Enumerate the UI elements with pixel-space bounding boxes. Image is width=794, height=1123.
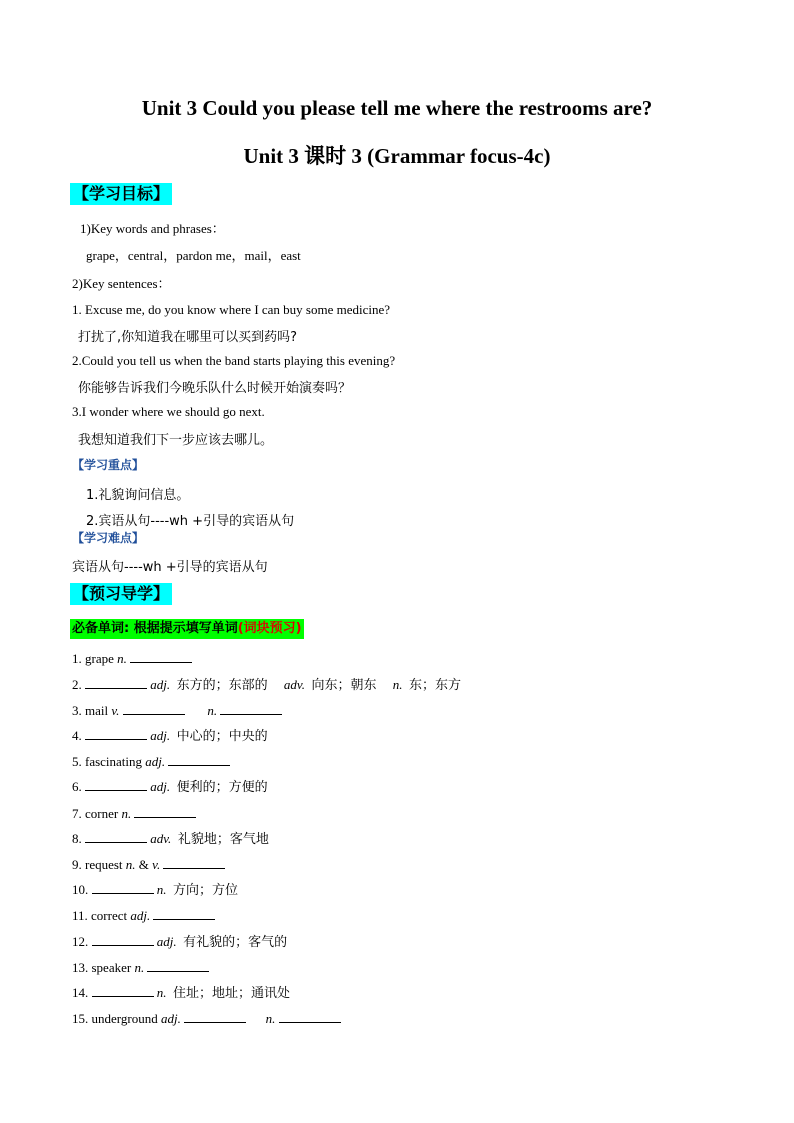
vocab-item-3	[72, 702, 282, 719]
text-fragment: adj.	[156, 934, 177, 949]
answer-blank[interactable]	[85, 778, 147, 791]
text-fragment: 有礼貌的；客气的	[183, 935, 288, 950]
text-fragment: n.	[134, 960, 145, 975]
vocab-item-8	[72, 830, 269, 848]
objective-key-words: 1)Key words and phrases：	[80, 221, 225, 236]
answer-blank[interactable]	[184, 1010, 246, 1023]
vocab-item-6	[72, 778, 268, 796]
answer-blank[interactable]	[123, 702, 185, 715]
vocab-item-11	[72, 907, 215, 924]
text-fragment: n.	[156, 985, 167, 1000]
text-fragment: 7. corner	[72, 806, 122, 821]
text-fragment: n.	[125, 857, 136, 872]
answer-blank[interactable]	[85, 676, 147, 689]
vocab-instruction-note: (词块预习)	[237, 621, 302, 636]
key-words-list: grape，central，pardon me，mail，east	[86, 248, 301, 263]
answer-blank[interactable]	[92, 933, 154, 946]
answer-blank[interactable]	[147, 959, 209, 972]
text-fragment: 方向；方位	[173, 883, 239, 898]
text-fragment: 13. speaker	[72, 960, 135, 975]
answer-blank[interactable]	[168, 753, 230, 766]
text-fragment: v.	[111, 703, 120, 718]
text-fragment: n.	[156, 882, 167, 897]
text-fragment: 2.	[72, 677, 85, 692]
text-fragment: adj.	[150, 677, 171, 692]
text-fragment: adv.	[150, 831, 172, 846]
text-fragment: adv.	[283, 677, 305, 692]
document-title: Unit 3 Could you please tell me where the restrooms are?	[141, 96, 653, 120]
text-fragment: 6.	[72, 779, 85, 794]
text-fragment: 向东；朝东	[311, 678, 377, 693]
text-fragment: 1. grape	[72, 651, 118, 666]
vocab-item-4	[72, 727, 268, 745]
text-fragment: 9. request	[72, 857, 126, 872]
vocab-item-1	[72, 650, 192, 667]
sentence-2-chinese: 你能够告诉我们今晚乐队什么时候开始演奏吗？	[78, 381, 352, 396]
text-fragment: 礼貌地；客气地	[177, 832, 269, 847]
answer-blank[interactable]	[163, 856, 225, 869]
text-fragment: 东；东方	[408, 678, 461, 693]
vocab-item-2	[72, 676, 461, 694]
text-fragment: v.	[152, 857, 161, 872]
answer-blank[interactable]	[220, 702, 282, 715]
text-fragment: &	[135, 857, 153, 872]
objective-key-sentences: 2)Key sentences：	[72, 276, 171, 291]
text-fragment: n.	[117, 651, 127, 666]
text-fragment: 便利的；方便的	[176, 780, 268, 795]
key-point-2: 2.宾语从句----wh +引导的宾语从句	[86, 514, 295, 529]
answer-blank[interactable]	[130, 650, 192, 663]
vocab-instruction	[70, 619, 304, 639]
vocab-item-12	[72, 933, 287, 951]
vocab-item-14	[72, 984, 290, 1002]
answer-blank[interactable]	[92, 984, 154, 997]
sentence-1-english: 1. Excuse me, do you know where I can buy some medicine?	[72, 302, 391, 317]
vocab-item-5	[72, 753, 230, 770]
text-fragment: n.	[121, 806, 132, 821]
text-fragment: 东方的；东部的	[176, 678, 268, 693]
text-fragment: 10.	[72, 882, 92, 897]
answer-blank[interactable]	[279, 1010, 341, 1023]
text-fragment: adj.	[160, 1011, 181, 1026]
sentence-1-chinese: 打扰了,你知道我在哪里可以买到药吗?	[78, 330, 298, 345]
text-fragment: 5. fascinating	[72, 754, 146, 769]
text-fragment: 中心的；中央的	[176, 729, 268, 744]
answer-blank[interactable]	[92, 881, 154, 894]
key-point-1: 1.礼貌询问信息。	[86, 488, 190, 503]
text-fragment: adj.	[150, 728, 171, 743]
text-fragment: 14.	[72, 985, 92, 1000]
text-fragment: n.	[207, 703, 218, 718]
section-key-points: 【学习重点】	[72, 458, 145, 472]
vocab-item-13	[72, 959, 209, 976]
text-fragment: 15. underground	[72, 1011, 161, 1026]
text-fragment: 住址；地址；通讯处	[173, 986, 291, 1001]
answer-blank[interactable]	[153, 907, 215, 920]
text-fragment: 11. correct	[72, 908, 131, 923]
vocab-item-15	[72, 1010, 341, 1027]
text-fragment: adj.	[130, 908, 151, 923]
text-fragment: 3. mail	[72, 703, 112, 718]
lesson-subtitle: Unit 3 课时 3 (Grammar focus-4c)	[243, 144, 551, 168]
vocab-item-10	[72, 881, 238, 899]
section-preview-guide: 【预习导学】	[70, 583, 172, 605]
sentence-2-english: 2.Could you tell us when the band starts playing this evening?	[72, 353, 396, 368]
section-learning-objectives: 【学习目标】	[70, 183, 172, 205]
vocab-item-7	[72, 805, 196, 822]
sentence-3-chinese: 我想知道我们下一步应该去哪儿。	[78, 433, 274, 448]
vocab-instruction-text: 必备单词: 根据提示填写单词	[72, 621, 238, 636]
section-difficult-points: 【学习难点】	[72, 531, 145, 545]
answer-blank[interactable]	[134, 805, 196, 818]
vocab-item-9	[72, 856, 225, 873]
answer-blank[interactable]	[85, 830, 147, 843]
text-fragment: adj.	[145, 754, 166, 769]
text-fragment: n.	[265, 1011, 276, 1026]
text-fragment: adj.	[150, 779, 171, 794]
answer-blank[interactable]	[85, 727, 147, 740]
sentence-3-english: 3.I wonder where we should go next.	[72, 404, 265, 419]
text-fragment: 8.	[72, 831, 85, 846]
text-fragment: 4.	[72, 728, 85, 743]
difficult-point-1: 宾语从句----wh +引导的宾语从句	[72, 560, 268, 575]
text-fragment: n.	[392, 677, 403, 692]
text-fragment: 12.	[72, 934, 92, 949]
